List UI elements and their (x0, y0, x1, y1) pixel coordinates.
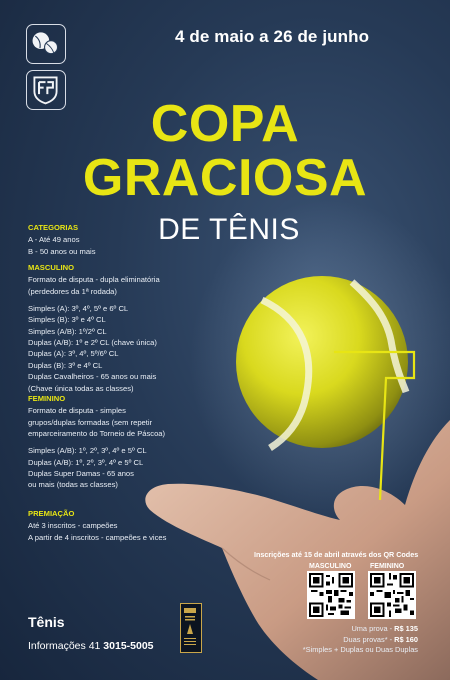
masculino-item: Simples (A/B): 1º/2º CL (28, 326, 107, 336)
price1-label: Uma prova - (351, 624, 395, 633)
tennis-balls-logo-icon (26, 24, 66, 64)
masculino-item: Duplas (B): 3º e 4º CL (28, 360, 103, 370)
categoria-item: B - 50 anos ou mais (28, 246, 96, 256)
feminino-section (28, 393, 165, 491)
masculino-section (28, 262, 160, 394)
categorias-section (28, 222, 96, 257)
qr-code-masculino[interactable] (307, 571, 355, 619)
feminino-format-line: grupos/duplas formadas (sem repetir (28, 417, 153, 427)
feminino-heading: FEMININO (28, 394, 66, 403)
feminino-item: Duplas (A/B): 1º, 2º, 3º, 4º e 5º CL (28, 457, 144, 467)
masculino-item: Simples (A): 3º, 4º, 5º e 6º CL (28, 303, 129, 313)
feminino-format-line: Formato de disputa - simples (28, 406, 126, 416)
premiacao-item: Até 3 inscritos - campeões (28, 521, 118, 531)
feminino-item: Simples (A/B): 1º, 2º, 3º, 4º e 5º CL (28, 446, 147, 456)
masculino-format-line: Formato de disputa - dupla eliminatória (28, 275, 160, 285)
date-range: 4 de maio a 26 de junho (175, 27, 370, 46)
title-copa: COPA (150, 95, 300, 153)
price-info (296, 624, 418, 656)
masculino-format-line: (perdedores da 1ª rodada) (28, 286, 117, 296)
price2-label: Duas provas* - (343, 634, 395, 644)
footer-sport: Tênis (28, 614, 65, 630)
award-badge-icon (180, 603, 202, 653)
feminino-format-line: emparceiramento do Torneio de Páscoa) (28, 429, 166, 439)
categoria-item: A - Até 49 anos (28, 235, 80, 245)
footer-phone[interactable]: 3015-5005 (103, 640, 154, 652)
price-line-2 (296, 635, 418, 646)
masculino-item: Duplas (A/B): 1º e 2º CL (chave única) (28, 337, 157, 347)
title-graciosa: GRACIOSA (82, 149, 368, 207)
price2-value: R$ 160 (394, 634, 418, 644)
price1-value: R$ 135 (394, 624, 418, 633)
title-de-tenis: DE TÊNIS (158, 213, 300, 246)
premiacao-heading: PREMIAÇÃO (28, 509, 75, 518)
masculino-item: (Chave única todas as classes) (28, 383, 134, 393)
qr-code-feminino[interactable] (368, 571, 416, 619)
masculino-item: Duplas (A): 3º, 4º, 5º/6º CL (28, 349, 119, 359)
price-note: *Simples + Duplas ou Duas Duplas (302, 645, 418, 654)
feminino-item: ou mais (todas as classes) (28, 480, 118, 490)
masculino-heading: MASCULINO (28, 263, 74, 272)
registration-title: Inscrições até 15 de abril através dos QR Codes (254, 550, 419, 559)
price-line-1 (296, 624, 418, 635)
footer-contact (28, 640, 154, 652)
qr-feminino-label: FEMININO (370, 563, 405, 570)
footer-info-label: Informações 41 (28, 640, 104, 652)
qr-masculino-label: MASCULINO (309, 563, 352, 570)
premiacao-section (28, 508, 166, 543)
premiacao-item: A partir de 4 inscritos - campeões e vices (28, 532, 167, 542)
masculino-item: Duplas Cavalheiros - 65 anos ou mais (28, 372, 157, 382)
masculino-item: Simples (B): 3º e 4º CL (28, 315, 106, 325)
feminino-item: Duplas Super Damas - 65 anos (28, 468, 134, 478)
categorias-heading: CATEGORIAS (28, 223, 79, 232)
